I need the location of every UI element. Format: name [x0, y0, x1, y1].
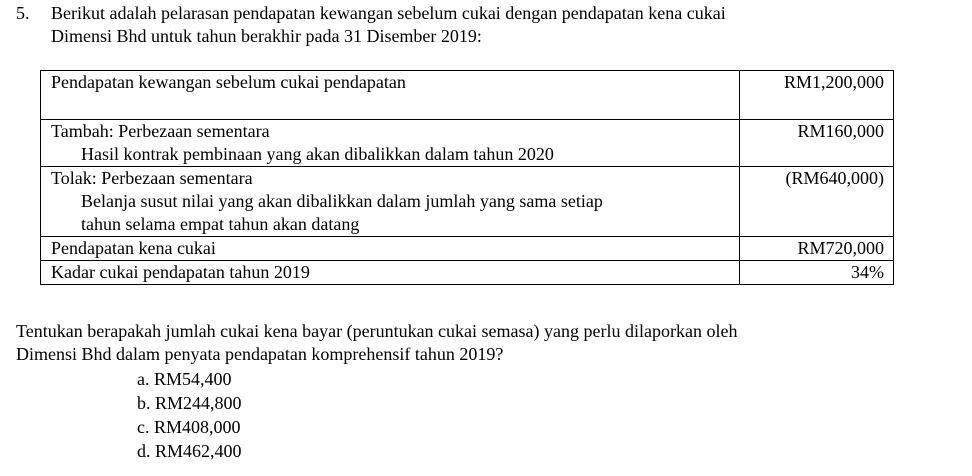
- option-b[interactable]: b. RM244,800: [137, 393, 242, 413]
- option-d[interactable]: d. RM462,400: [137, 441, 242, 461]
- question-line-2: Dimensi Bhd dalam penyata pendapatan komprehensif tahun 2019?: [16, 344, 504, 364]
- row-label: [41, 120, 740, 167]
- accounting-income-label: Pendapatan kewangan sebelum cukai pendapatan: [51, 72, 406, 92]
- answer-options: [137, 368, 242, 464]
- row-amount: RM1,200,000: [740, 71, 894, 120]
- contract-revenue-detail: Hasil kontrak pembinaan yang akan dibalikkan dalam tahun 2020: [81, 144, 554, 164]
- add-temporary-difference-label: Tambah: Perbezaan sementara: [51, 121, 270, 141]
- row-amount: 34%: [740, 261, 894, 285]
- question-number: 5.: [16, 3, 30, 23]
- intro-line-2: Dimensi Bhd untuk tahun berakhir pada 31 Disember 2019:: [51, 26, 482, 46]
- tax-rate-label: Kadar cukai pendapatan tahun 2019: [41, 261, 740, 285]
- question-line-1: Tentukan berapakah jumlah cukai kena bayar (peruntukan cukai semasa) yang perlu dilaporkan oleh: [16, 321, 738, 341]
- table-row: [41, 237, 894, 261]
- row-amount: RM160,000: [740, 120, 894, 167]
- taxable-income-label: Pendapatan kena cukai: [41, 237, 740, 261]
- option-c[interactable]: c. RM408,000: [137, 417, 241, 437]
- row-amount: RM720,000: [740, 237, 894, 261]
- depreciation-detail-line-1: Belanja susut nilai yang akan dibalikkan dalam jumlah yang sama setiap: [81, 191, 603, 211]
- depreciation-detail-line-2: tahun selama empat tahun akan datang: [81, 214, 360, 234]
- option-a[interactable]: a. RM54,400: [137, 369, 232, 389]
- less-temporary-difference-label: Tolak: Perbezaan sementara: [51, 168, 253, 188]
- table-row: [41, 261, 894, 285]
- question-text: [16, 320, 737, 366]
- table-row: [41, 167, 894, 237]
- row-label: [41, 167, 740, 237]
- question-intro: [51, 2, 951, 48]
- table-row: [41, 71, 894, 120]
- reconciliation-table: [40, 70, 894, 285]
- row-label: [41, 71, 740, 120]
- table-row: [41, 120, 894, 167]
- row-amount: (RM640,000): [740, 167, 894, 237]
- intro-line-1: Berikut adalah pelarasan pendapatan kewangan sebelum cukai dengan pendapatan kena cukai: [51, 3, 726, 23]
